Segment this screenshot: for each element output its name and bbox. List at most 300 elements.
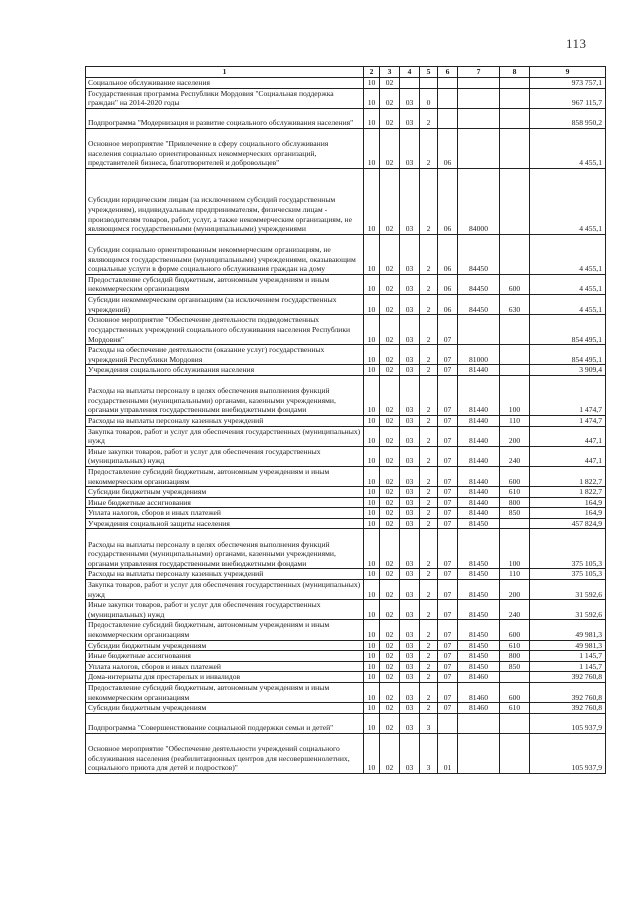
row-code-8: 240 [500, 446, 530, 466]
row-code-7 [458, 713, 500, 733]
table-row [86, 529, 606, 569]
row-name: Расходы на выплаты персоналу в целях обеспечения выполнения функций государственными (муниципальными) органами, казенными учреждениями, органами управления государственными внебюджетными фондами [86, 375, 364, 415]
budget-table [85, 66, 606, 774]
row-amount: 392 760,8 [530, 683, 606, 703]
row-code-6: 07 [438, 620, 458, 640]
row-amount: 447,1 [530, 426, 606, 446]
row-name: Расходы на обеспечение деятельности (оказание услуг) государственных учреждений Республики Мордовия [86, 345, 364, 365]
row-name: Субсидии бюджетным учреждениям [86, 640, 364, 651]
row-code-7: 81000 [458, 345, 500, 365]
row-name: Иные закупки товаров, работ и услуг для обеспечения государственных (муниципальных) нужд [86, 446, 364, 466]
row-code-4: 03 [400, 529, 420, 569]
column-header-6: 6 [438, 67, 458, 78]
row-code-7: 81450 [458, 569, 500, 580]
row-code-3: 02 [380, 580, 400, 600]
row-code-6: 06 [438, 128, 458, 168]
row-code-7 [458, 315, 500, 345]
row-code-3: 02 [380, 415, 400, 426]
table-row [86, 446, 606, 466]
row-code-5: 2 [420, 703, 438, 714]
row-code-6 [438, 713, 458, 733]
row-name: Иные закупки товаров, работ и услуг для обеспечения государственных (муниципальных) нужд [86, 600, 364, 620]
row-code-8: 200 [500, 426, 530, 446]
row-name: Расходы на выплаты персоналу казенных учреждений [86, 415, 364, 426]
row-code-5: 2 [420, 426, 438, 446]
row-code-2: 10 [364, 466, 380, 486]
table-row [86, 672, 606, 683]
row-code-4: 03 [400, 651, 420, 662]
row-code-4: 03 [400, 580, 420, 600]
table-row [86, 661, 606, 672]
row-name: Расходы на выплаты персоналу в целях обеспечения выполнения функций государственными (муниципальными) органами, казенными учреждениями, органами управления государственными внебюджетными фондами [86, 529, 364, 569]
row-code-6: 07 [438, 345, 458, 365]
row-amount: 4 455,1 [530, 294, 606, 314]
row-code-8: 200 [500, 580, 530, 600]
row-code-6: 07 [438, 487, 458, 498]
row-code-8: 600 [500, 620, 530, 640]
row-amount: 967 115,7 [530, 88, 606, 108]
column-header-5: 5 [420, 67, 438, 78]
row-code-2: 10 [364, 620, 380, 640]
row-code-6 [438, 78, 458, 89]
row-amount: 4 455,1 [530, 168, 606, 234]
row-code-6: 07 [438, 426, 458, 446]
row-code-8: 240 [500, 600, 530, 620]
row-code-6: 07 [438, 569, 458, 580]
row-code-3: 02 [380, 88, 400, 108]
table-row [86, 600, 606, 620]
row-code-5: 2 [420, 529, 438, 569]
row-code-8 [500, 713, 530, 733]
row-amount: 973 757,1 [530, 78, 606, 89]
row-code-3: 02 [380, 518, 400, 529]
row-code-6: 07 [438, 703, 458, 714]
row-code-2: 10 [364, 168, 380, 234]
row-code-3: 02 [380, 569, 400, 580]
row-code-3: 02 [380, 365, 400, 376]
table-row [86, 234, 606, 274]
table-body [86, 78, 606, 774]
row-amount: 3 909,4 [530, 365, 606, 376]
row-amount: 31 592,6 [530, 600, 606, 620]
table-row [86, 713, 606, 733]
row-code-6: 07 [438, 375, 458, 415]
row-code-2: 10 [364, 487, 380, 498]
row-code-4: 03 [400, 487, 420, 498]
row-name: Уплата налогов, сборов и иных платежей [86, 508, 364, 519]
row-code-4: 03 [400, 518, 420, 529]
row-code-5: 2 [420, 497, 438, 508]
row-code-3: 02 [380, 78, 400, 89]
row-code-6: 07 [438, 651, 458, 662]
table-row [86, 518, 606, 529]
row-amount: 1 474,7 [530, 415, 606, 426]
row-code-3: 02 [380, 487, 400, 498]
row-code-7: 81450 [458, 518, 500, 529]
row-code-6: 07 [438, 661, 458, 672]
row-amount: 375 105,3 [530, 529, 606, 569]
row-code-2: 10 [364, 415, 380, 426]
row-amount: 105 937,9 [530, 713, 606, 733]
row-code-2: 10 [364, 580, 380, 600]
row-code-8: 850 [500, 508, 530, 519]
row-code-8: 600 [500, 683, 530, 703]
row-code-3: 02 [380, 683, 400, 703]
table-row [86, 620, 606, 640]
row-amount: 447,1 [530, 446, 606, 466]
row-code-7: 81440 [458, 415, 500, 426]
column-header-9: 9 [530, 67, 606, 78]
row-name: Предоставление субсидий бюджетным, автономным учреждениям и иным некоммерческим организациям [86, 274, 364, 294]
row-amount: 49 981,3 [530, 620, 606, 640]
column-header-8: 8 [500, 67, 530, 78]
row-code-7: 81440 [458, 466, 500, 486]
row-code-3: 02 [380, 661, 400, 672]
table-row [86, 78, 606, 89]
row-code-6: 06 [438, 274, 458, 294]
row-code-8 [500, 78, 530, 89]
row-code-7 [458, 128, 500, 168]
row-code-7: 81450 [458, 600, 500, 620]
row-code-4: 03 [400, 365, 420, 376]
row-code-6 [438, 88, 458, 108]
row-name: Основное мероприятие "Обеспечение деятельности подведомственных государственных учреждений социального обслуживания населения Республики Мордовия" [86, 315, 364, 345]
row-code-3: 02 [380, 128, 400, 168]
row-code-2: 10 [364, 234, 380, 274]
table-row [86, 683, 606, 703]
row-amount: 854 495,1 [530, 315, 606, 345]
row-amount: 858 950,2 [530, 108, 606, 128]
row-code-8: 110 [500, 415, 530, 426]
row-code-8: 610 [500, 640, 530, 651]
table-row [86, 651, 606, 662]
table-header-row [86, 67, 606, 78]
row-code-8: 850 [500, 661, 530, 672]
row-code-2: 10 [364, 651, 380, 662]
row-code-2: 10 [364, 294, 380, 314]
row-amount: 392 760,8 [530, 672, 606, 683]
row-code-6: 07 [438, 466, 458, 486]
row-code-3: 02 [380, 713, 400, 733]
row-code-6: 07 [438, 415, 458, 426]
row-code-8: 610 [500, 487, 530, 498]
row-name: Закупка товаров, работ и услуг для обеспечения государственных (муниципальных) нужд [86, 580, 364, 600]
row-code-2: 10 [364, 274, 380, 294]
table-row [86, 274, 606, 294]
row-code-8: 610 [500, 703, 530, 714]
table-row [86, 733, 606, 773]
row-code-5: 2 [420, 274, 438, 294]
row-code-3: 02 [380, 426, 400, 446]
row-code-2: 10 [364, 497, 380, 508]
row-code-5: 0 [420, 88, 438, 108]
row-code-3: 02 [380, 345, 400, 365]
row-code-2: 10 [364, 508, 380, 519]
row-code-3: 02 [380, 620, 400, 640]
row-name: Субсидии социально ориентированным некоммерческим организациям, не являющимся государственными (муниципальными) учреждениями, оказывающим социальные услуги в форме социального обслуживания граждан на дому [86, 234, 364, 274]
column-header-1: 1 [86, 67, 364, 78]
row-code-4: 03 [400, 713, 420, 733]
table-row [86, 497, 606, 508]
row-code-6: 07 [438, 683, 458, 703]
row-name: Субсидии юридическим лицам (за исключением субсидий государственным учреждениям), индивидуальным предпринимателям, физическим лицам - производителям товаров, работ, услуг, а также некоммерческим организациям, не являющимся государственными (муниципальными) учреждениями [86, 168, 364, 234]
row-code-5: 2 [420, 168, 438, 234]
row-code-7: 81440 [458, 375, 500, 415]
row-code-2: 10 [364, 529, 380, 569]
row-code-5: 2 [420, 487, 438, 498]
row-name: Субсидии бюджетным учреждениям [86, 703, 364, 714]
row-code-2: 10 [364, 703, 380, 714]
row-amount: 105 937,9 [530, 733, 606, 773]
row-code-2: 10 [364, 365, 380, 376]
row-code-8 [500, 315, 530, 345]
row-name: Социальное обслуживание населения [86, 78, 364, 89]
row-code-3: 02 [380, 508, 400, 519]
row-amount: 854 495,1 [530, 345, 606, 365]
row-code-6: 07 [438, 508, 458, 519]
row-code-7: 81450 [458, 661, 500, 672]
row-amount: 4 455,1 [530, 274, 606, 294]
row-amount: 4 455,1 [530, 234, 606, 274]
row-name: Расходы на выплаты персоналу казенных учреждений [86, 569, 364, 580]
row-code-6: 06 [438, 234, 458, 274]
row-code-4: 03 [400, 733, 420, 773]
row-amount: 1 474,7 [530, 375, 606, 415]
row-code-7: 81440 [458, 426, 500, 446]
table-row [86, 128, 606, 168]
row-code-2: 10 [364, 661, 380, 672]
row-code-4: 03 [400, 600, 420, 620]
row-code-4: 03 [400, 426, 420, 446]
row-amount: 1 145,7 [530, 651, 606, 662]
row-code-3: 02 [380, 640, 400, 651]
row-code-2: 10 [364, 78, 380, 89]
row-code-3: 02 [380, 466, 400, 486]
row-code-8: 100 [500, 529, 530, 569]
row-amount: 1 822,7 [530, 487, 606, 498]
row-code-8: 600 [500, 466, 530, 486]
row-code-5: 2 [420, 620, 438, 640]
row-code-5: 2 [420, 683, 438, 703]
row-code-8 [500, 345, 530, 365]
row-code-7: 81450 [458, 651, 500, 662]
table-row [86, 487, 606, 498]
row-code-2: 10 [364, 446, 380, 466]
row-code-5: 2 [420, 294, 438, 314]
row-code-7: 84450 [458, 274, 500, 294]
row-code-4: 03 [400, 88, 420, 108]
row-amount: 4 455,1 [530, 128, 606, 168]
row-code-4: 03 [400, 128, 420, 168]
row-name: Закупка товаров, работ и услуг для обеспечения государственных (муниципальных) нужд [86, 426, 364, 446]
row-name: Учреждения социального обслуживания населения [86, 365, 364, 376]
row-code-5: 2 [420, 415, 438, 426]
row-code-3: 02 [380, 315, 400, 345]
row-code-7: 81460 [458, 672, 500, 683]
row-code-7: 84450 [458, 234, 500, 274]
row-code-5: 2 [420, 446, 438, 466]
row-code-4: 03 [400, 640, 420, 651]
column-header-3: 3 [380, 67, 400, 78]
row-code-8 [500, 108, 530, 128]
table-row [86, 294, 606, 314]
table-row [86, 508, 606, 519]
row-code-5: 2 [420, 365, 438, 376]
table-row [86, 580, 606, 600]
row-code-3: 02 [380, 672, 400, 683]
row-code-6: 06 [438, 168, 458, 234]
row-code-5: 3 [420, 713, 438, 733]
row-code-6: 06 [438, 294, 458, 314]
row-code-2: 10 [364, 128, 380, 168]
row-code-4: 03 [400, 108, 420, 128]
row-code-4 [400, 78, 420, 89]
row-code-7: 81460 [458, 703, 500, 714]
table-row [86, 168, 606, 234]
table-row [86, 466, 606, 486]
row-code-3: 02 [380, 703, 400, 714]
row-code-3: 02 [380, 168, 400, 234]
row-code-3: 02 [380, 446, 400, 466]
table-row [86, 426, 606, 446]
row-amount: 375 105,3 [530, 569, 606, 580]
row-code-5: 2 [420, 508, 438, 519]
row-code-5: 2 [420, 345, 438, 365]
row-name: Иные бюджетные ассигнования [86, 651, 364, 662]
row-code-6: 07 [438, 672, 458, 683]
row-name: Уплата налогов, сборов и иных платежей [86, 661, 364, 672]
row-code-4: 03 [400, 234, 420, 274]
table-row [86, 88, 606, 108]
row-code-8: 600 [500, 274, 530, 294]
row-code-7: 81440 [458, 446, 500, 466]
row-amount: 457 824,9 [530, 518, 606, 529]
row-name: Предоставление субсидий бюджетным, автономным учреждениям и иным некоммерческим организациям [86, 466, 364, 486]
row-code-4: 03 [400, 168, 420, 234]
row-code-7: 81440 [458, 497, 500, 508]
row-code-4: 03 [400, 415, 420, 426]
row-code-6: 07 [438, 640, 458, 651]
row-code-6: 07 [438, 497, 458, 508]
row-name: Предоставление субсидий бюджетным, автономным учреждениям и иным некоммерческим организациям [86, 683, 364, 703]
row-code-3: 02 [380, 274, 400, 294]
row-code-8: 100 [500, 375, 530, 415]
row-code-6 [438, 108, 458, 128]
row-name: Подпрограмма "Модернизация и развитие социального обслуживания населения" [86, 108, 364, 128]
row-code-5: 2 [420, 518, 438, 529]
row-code-2: 10 [364, 88, 380, 108]
row-code-8: 800 [500, 497, 530, 508]
row-code-2: 10 [364, 713, 380, 733]
row-code-8 [500, 128, 530, 168]
row-code-5: 2 [420, 375, 438, 415]
table-row [86, 108, 606, 128]
row-code-7: 84000 [458, 168, 500, 234]
row-name: Предоставление субсидий бюджетным, автономным учреждениям и иным некоммерческим организациям [86, 620, 364, 640]
row-code-4: 03 [400, 375, 420, 415]
row-code-2: 10 [364, 672, 380, 683]
row-code-2: 10 [364, 518, 380, 529]
row-name: Подпрограмма "Совершенствование социальной поддержки семьи и детей" [86, 713, 364, 733]
row-amount: 392 760,8 [530, 703, 606, 714]
page-number: 113 [566, 36, 587, 51]
row-name: Субсидии бюджетным учреждениям [86, 487, 364, 498]
row-code-4: 03 [400, 345, 420, 365]
row-code-6: 07 [438, 580, 458, 600]
row-code-8 [500, 518, 530, 529]
row-code-2: 10 [364, 600, 380, 620]
row-code-2: 10 [364, 640, 380, 651]
table-row [86, 415, 606, 426]
row-code-6: 07 [438, 446, 458, 466]
row-code-8 [500, 733, 530, 773]
row-code-4: 03 [400, 497, 420, 508]
row-code-7: 81460 [458, 683, 500, 703]
row-amount: 1 145,7 [530, 661, 606, 672]
row-code-8: 800 [500, 651, 530, 662]
row-code-3: 02 [380, 529, 400, 569]
row-code-3: 02 [380, 375, 400, 415]
row-code-5: 2 [420, 128, 438, 168]
row-code-5: 2 [420, 672, 438, 683]
row-name: Основное мероприятие "Привлечение в сферу социального обслуживания населения социально ориентированных некоммерческих организаций, представителей бизнеса, благотворителей и добровольцев" [86, 128, 364, 168]
row-code-2: 10 [364, 683, 380, 703]
row-code-7: 81440 [458, 487, 500, 498]
row-code-2: 10 [364, 375, 380, 415]
row-code-4: 03 [400, 703, 420, 714]
row-code-2: 10 [364, 345, 380, 365]
row-code-4: 03 [400, 661, 420, 672]
row-code-6: 01 [438, 733, 458, 773]
row-code-5: 2 [420, 315, 438, 345]
row-code-3: 02 [380, 497, 400, 508]
row-code-5: 2 [420, 108, 438, 128]
table-row [86, 365, 606, 376]
row-code-4: 03 [400, 466, 420, 486]
table-row [86, 375, 606, 415]
row-code-5: 2 [420, 640, 438, 651]
row-code-7: 81440 [458, 508, 500, 519]
row-code-7: 84450 [458, 294, 500, 314]
row-code-7: 81450 [458, 620, 500, 640]
row-amount: 164,9 [530, 497, 606, 508]
row-name: Иные бюджетные ассигнования [86, 497, 364, 508]
row-code-6: 07 [438, 600, 458, 620]
row-code-5: 2 [420, 466, 438, 486]
column-header-2: 2 [364, 67, 380, 78]
row-code-4: 03 [400, 274, 420, 294]
row-code-2: 10 [364, 733, 380, 773]
column-header-4: 4 [400, 67, 420, 78]
row-code-3: 02 [380, 294, 400, 314]
row-amount: 164,9 [530, 508, 606, 519]
row-code-7: 81450 [458, 580, 500, 600]
table-row [86, 703, 606, 714]
row-amount: 1 822,7 [530, 466, 606, 486]
row-code-4: 03 [400, 569, 420, 580]
row-code-5: 2 [420, 569, 438, 580]
row-code-2: 10 [364, 426, 380, 446]
row-code-4: 03 [400, 508, 420, 519]
row-code-5: 2 [420, 580, 438, 600]
row-name: Дома-интернаты для престарелых и инвалидов [86, 672, 364, 683]
row-name: Основное мероприятие "Обеспечение деятельности учреждений социального обслуживания населения (реабилитационных центров для несовершеннолетних, социального приюта для детей и подростков)" [86, 733, 364, 773]
row-code-3: 02 [380, 108, 400, 128]
row-code-4: 03 [400, 672, 420, 683]
column-header-7: 7 [458, 67, 500, 78]
row-code-8 [500, 234, 530, 274]
row-code-4: 03 [400, 315, 420, 345]
